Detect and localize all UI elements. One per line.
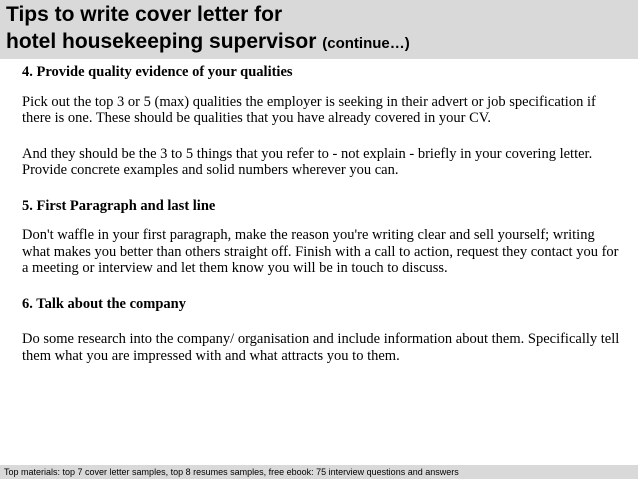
- title-line-1: Tips to write cover letter for: [6, 3, 283, 26]
- heading-first-paragraph: 5. First Paragraph and last line: [22, 197, 216, 214]
- paragraph-concrete-examples: And they should be the 3 to 5 things that you refer to - not explain - briefly in your covering letter. Provide concrete examples and solid numbers wherever you can.: [22, 145, 593, 178]
- paragraph-research: Do some research into the company/ organisation and include information about them. Specifically tell them what you are impressed with and what attracts you to them.: [22, 331, 620, 364]
- content-body: [22, 64, 622, 364]
- title-banner: [0, 0, 638, 59]
- footer-text: Top materials: top 7 cover letter samples, top 8 resumes samples, free ebook: 75 interview questions and answers: [4, 467, 459, 477]
- paragraph-waffle: Don't waffle in your first paragraph, make the reason you're writing clear and sell yourself; writing what makes you better than others straight off. Finish with a call to action, request they contact you for a meeting or interview and let them know you will be in touch to discuss.: [22, 227, 619, 276]
- continue-label: (continue…): [322, 35, 410, 52]
- heading-quality-evidence: 4. Provide quality evidence of your qualities: [22, 64, 293, 80]
- paragraph-top-qualities: Pick out the top 3 or 5 (max) qualities the employer is seeking in their advert or job specification if there is one. These should be qualities that you have already covered in your CV.: [22, 93, 596, 126]
- title-line-2: hotel housekeeping supervisor: [6, 30, 317, 53]
- page-title: [6, 1, 410, 57]
- heading-company: 6. Talk about the company: [22, 295, 186, 312]
- footer-bar: [0, 465, 638, 479]
